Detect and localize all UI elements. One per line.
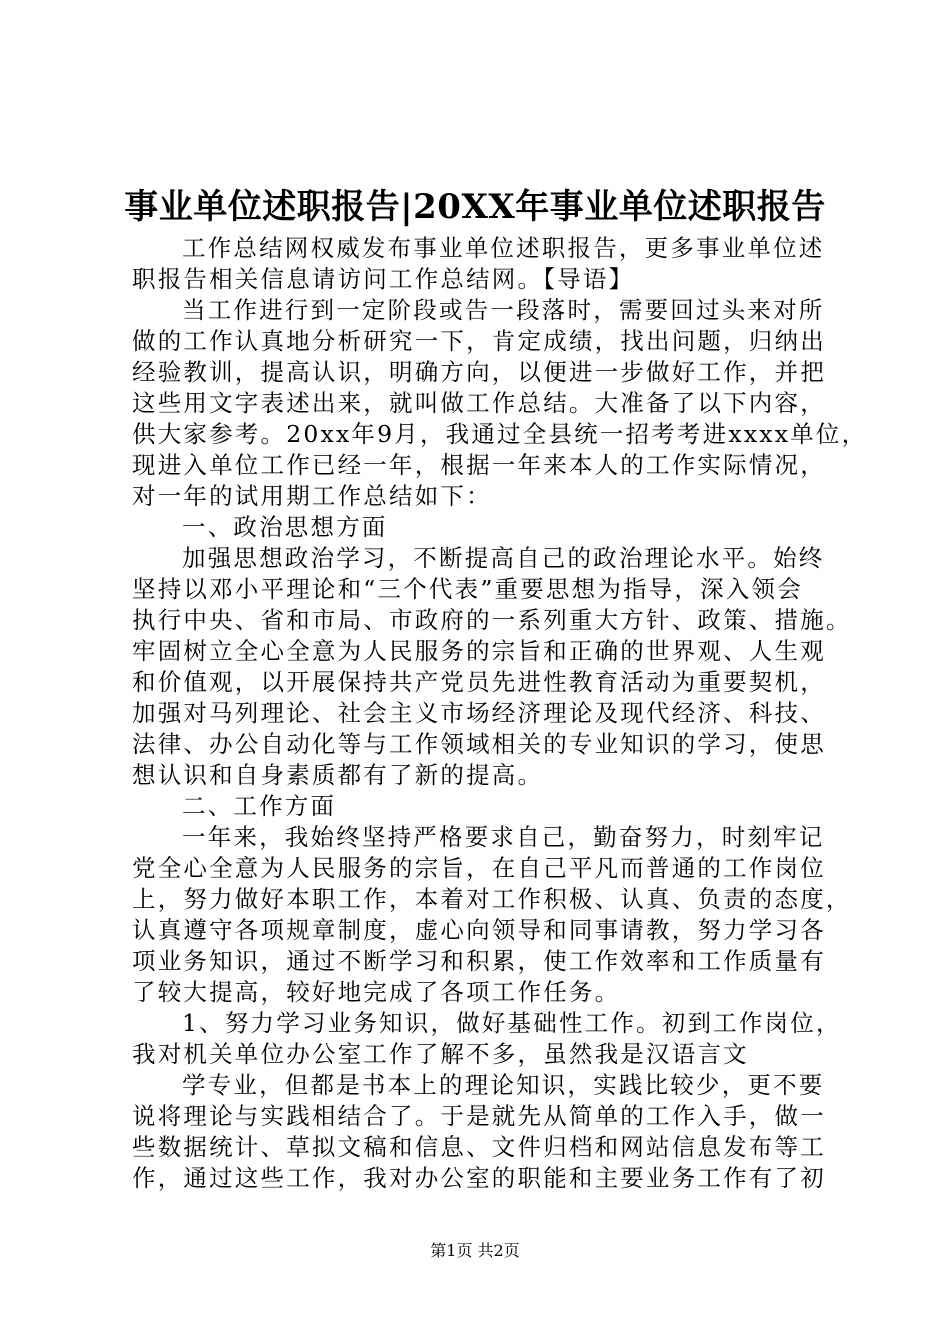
text-line: 供大家参考。20xx年9月，我通过全县统一招考考进xxxx单位，	[132, 420, 868, 448]
text-line: 二、工作方面	[182, 792, 337, 820]
text-line: 些数据统计、草拟文稿和信息、文件归档和网站信息发布等工	[132, 1133, 826, 1161]
text-line: 一年来，我始终坚持严格要求自己，勤奋努力，时刻牢记	[182, 823, 825, 851]
text-line: 当工作进行到一定阶段或告一段落时，需要回过头来对所	[182, 296, 825, 324]
text-line: 了较大提高，较好地完成了各项工作任务。	[132, 978, 621, 1006]
text-line: 经验教训，提高认识，明确方向，以便进一步做好工作，并把	[132, 358, 826, 386]
text-line: 对一年的试用期工作总结如下：	[132, 482, 492, 510]
document-title: 事业单位述职报告|20XX年事业单位述职报告	[124, 187, 826, 227]
text-line: 想认识和自身素质都有了新的提高。	[132, 761, 544, 789]
text-line: 牢固树立全心全意为人民服务的宗旨和正确的世界观、人生观	[132, 637, 826, 665]
text-line: 作，通过这些工作，我对办公室的职能和主要业务工作有了初	[132, 1164, 826, 1192]
text-line: 上，努力做好本职工作，本着对工作积极、认真、负责的态度，	[132, 885, 852, 913]
text-line: 加强对马列理论、社会主义市场经济理论及现代经济、科技、	[132, 699, 826, 727]
text-line: 坚持以邓小平理论和“三个代表”重要思想为指导，深入领会	[132, 575, 803, 603]
text-line: 职报告相关信息请访问工作总结网。【导语】	[132, 265, 635, 293]
text-line: 加强思想政治学习，不断提高自己的政治理论水平。始终	[182, 544, 825, 572]
text-line: 做的工作认真地分析研究一下，肯定成绩，找出问题，归纳出	[132, 327, 826, 355]
text-line: 这些用文字表述出来，就叫做工作总结。大准备了以下内容，	[132, 389, 826, 417]
text-line: 现进入单位工作已经一年，根据一年来本人的工作实际情况，	[132, 451, 826, 479]
text-line: 学专业，但都是书本上的理论知识，实践比较少，更不要	[182, 1071, 825, 1099]
page-footer: 第1页 共2页	[430, 1241, 520, 1260]
document-body	[132, 233, 868, 1194]
text-line: 一、政治思想方面	[182, 513, 388, 541]
text-line: 说将理论与实践相结合了。于是就先从简单的工作入手，做一	[132, 1102, 826, 1130]
text-line: 我对机关单位办公室工作了解不多，虽然我是汉语言文	[132, 1040, 749, 1068]
text-line: 项业务知识，通过不断学习和积累，使工作效率和工作质量有	[132, 947, 826, 975]
text-line: 执行中央、省和市局、市政府的一系列重大方针、政策、措施。	[132, 606, 852, 634]
text-line: 认真遵守各项规章制度，虚心向领导和同事请教，努力学习各	[132, 916, 826, 944]
text-line: 和价值观，以开展保持共产党员先进性教育活动为重要契机，	[132, 668, 826, 696]
text-line: 1、努力学习业务知识，做好基础性工作。初到工作岗位，	[182, 1009, 842, 1037]
text-line: 法律、办公自动化等与工作领域相关的专业知识的学习，使思	[132, 730, 826, 758]
text-line: 党全心全意为人民服务的宗旨，在自己平凡而普通的工作岗位	[132, 854, 826, 882]
text-line: 工作总结网权威发布事业单位述职报告，更多事业单位述	[182, 234, 825, 262]
